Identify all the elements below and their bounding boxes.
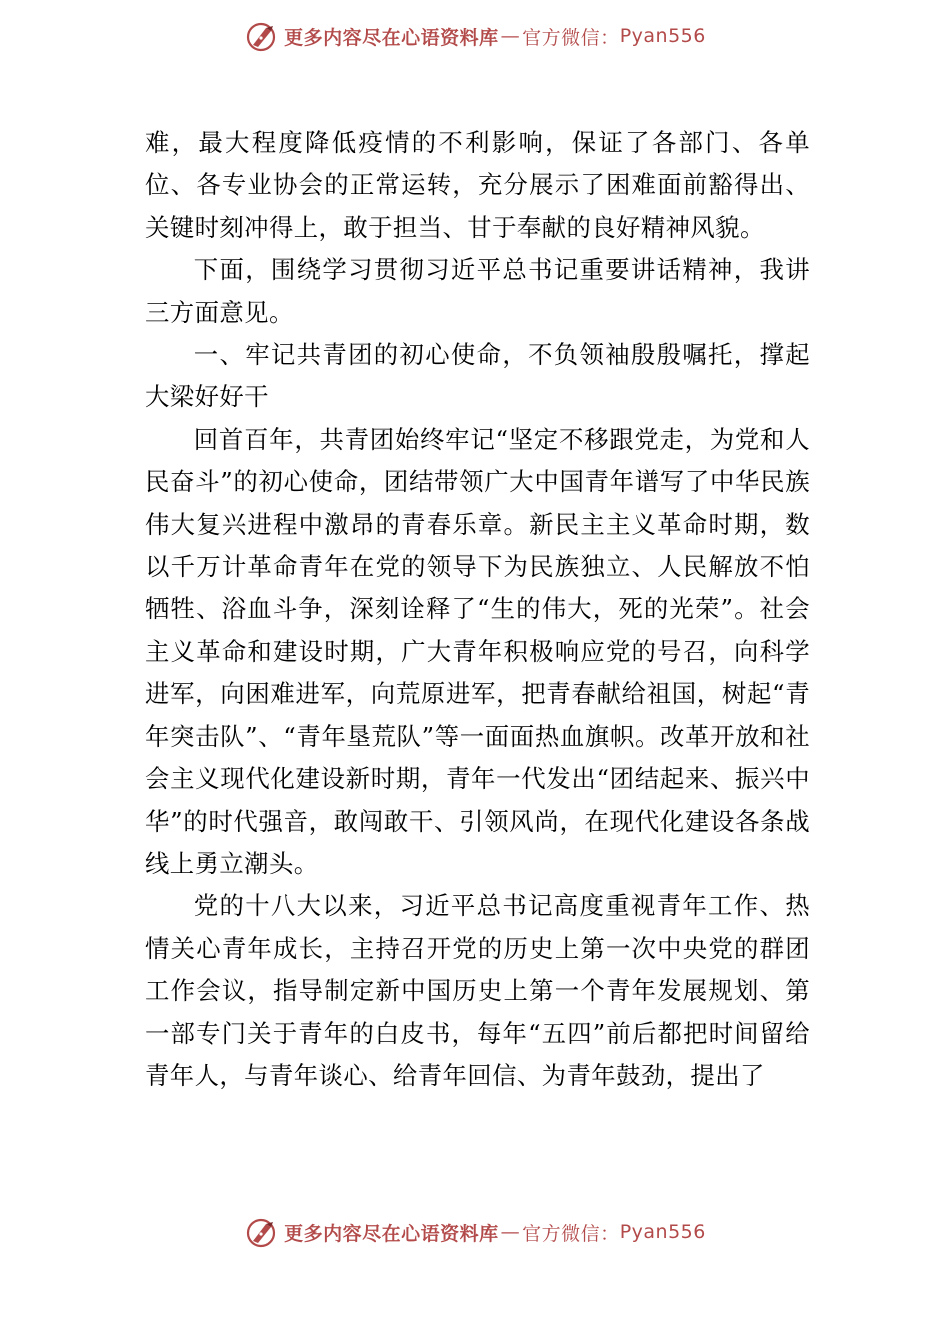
- watermark-dash: —: [500, 25, 521, 47]
- watermark-dash: —: [500, 1221, 521, 1243]
- paragraph-eighteenth-congress: 党的十八大以来，习近平总书记高度重视青年工作、热情关心青年成长，主持召开党的历史上第一次中央党的群团工作会议，指导制定新中国历史上第一个青年发展规划、第一部专门关于青年的白皮书，每年“五四”前后都把时间留给青年人，与青年谈心、给青年回信、为青年鼓劲，提出了: [145, 891, 810, 1090]
- watermark-official-label: 官方微信：: [522, 26, 620, 49]
- pen-nib-logo-icon: [244, 19, 278, 53]
- document-body: [145, 122, 810, 1097]
- paragraph-history: 回首百年，共青团始终牢记“坚定不移跟党走，为党和人民奋斗”的初心使命，团结带领广大中国青年谱写了中华民族伟大复兴进程中激昂的青春乐章。新民主主义革命时期，数以千万计革命青年在党的领导下为民族独立、人民解放不怕牺牲、浴血斗争，深刻诠释了“生的伟大，死的光荣”。社会主义革命和建设时期，广大青年积极响应党的号召，向科学进军，向困难进军，向荒原进军，把青春献给祖国，树起“青年突击队”、“青年垦荒队”等一面面热血旗帜。改革开放和社会主义现代化建设新时期，青年一代发出“团结起来、振兴中华”的时代强音，敢闯敢干、引领风尚，在现代化建设各条战线上勇立潮头。: [145, 424, 810, 878]
- watermark-main-text: 更多内容尽在心语资料库: [284, 26, 499, 49]
- header-watermark: [0, 16, 950, 56]
- watermark-wechat-id: Pyan556: [619, 1221, 706, 1243]
- pen-nib-logo-icon: [244, 1215, 278, 1249]
- paragraph-continuation: 难，最大程度降低疫情的不利影响，保证了各部门、各单位、各专业协会的正常运转，充分展示了困难面前豁得出、关键时刻冲得上，敢于担当、甘于奉献的良好精神风貌。: [145, 128, 810, 242]
- paragraph-intro: 下面，围绕学习贯彻习近平总书记重要讲话精神，我讲三方面意见。: [145, 255, 810, 327]
- watermark-main-text: 更多内容尽在心语资料库: [284, 1222, 499, 1245]
- watermark-wechat-id: Pyan556: [619, 25, 706, 47]
- watermark-official-label: 官方微信：: [522, 1222, 620, 1245]
- footer-watermark: [0, 1212, 950, 1252]
- section-heading: 一、牢记共青团的初心使命，不负领袖殷殷嘱托，撑起大梁好好干: [145, 340, 810, 412]
